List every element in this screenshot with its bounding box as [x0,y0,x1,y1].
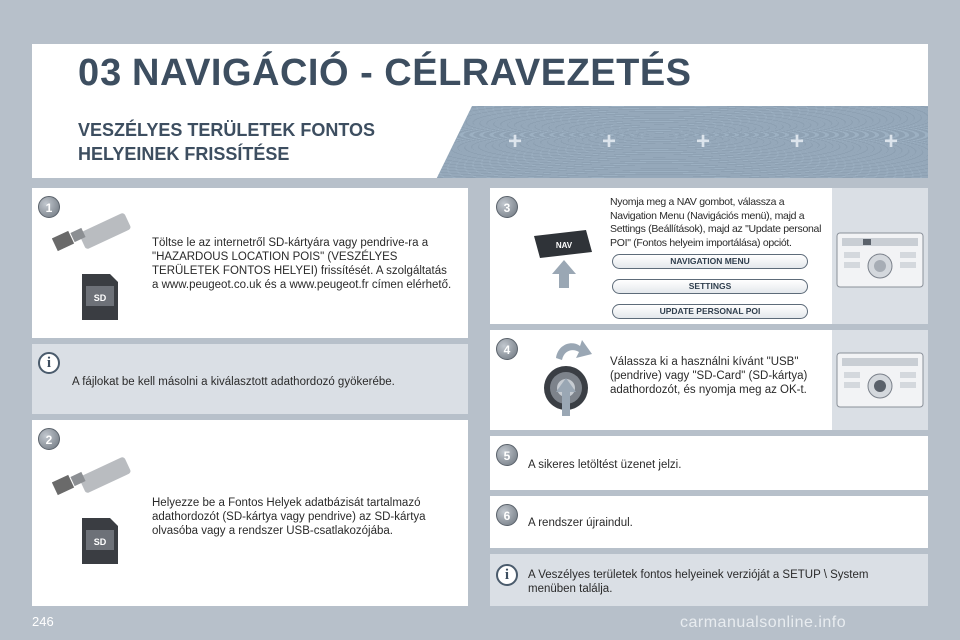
plus-decoration-icon: + [884,128,899,155]
plus-decoration-icon: + [790,128,805,155]
plus-decoration-icon: + [696,128,711,155]
step-3-badge: 3 [496,196,518,218]
plus-decoration-icon: + [602,128,617,155]
svg-text:NAV: NAV [555,241,573,250]
step-6-text: A rendszer újraindul. [528,517,633,529]
chapter-number: 03 [78,52,123,94]
step-1-text: Töltse le az internetről SD-kártyára vagy pendrive-ra a "HAZARDOUS LOCATION POIS" (VESZÉLYES TERÜLETEK FONTOS HELYEI) frissítését. A szolgáltatás a www.peugeot.co.uk és a www.peugeot.fr címen elérhető. [152,237,452,291]
radio-unit-icon [836,232,924,288]
menu-navigation-menu: NAVIGATION MENU [612,254,808,269]
page-number: 246 [32,614,54,629]
step-2-text: Helyezze be a Fontos Helyek adatbázisát tartalmazó adathordozót (SD-kártya vagy pendrive) az SD-kártya olvasóba vagy a rendszer USB-csatlakozójába. [152,497,426,537]
usb-stick-icon [52,212,132,262]
ok-dial-icon [536,336,600,422]
sd-card-icon [80,272,120,322]
step-4-badge: 4 [496,338,518,360]
info-icon: i [496,564,518,586]
svg-text:SD: SD [93,293,107,303]
usb-stick-icon [52,456,132,506]
plus-decoration-icon: + [508,128,523,155]
info-files-text: A fájlokat be kell másolni a kiválasztott adathordozó gyökerébe. [72,376,395,388]
step-4-text: Válassza ki a használni kívánt "USB" (pendrive) vagy "SD-Card" (SD-kártya) adathordozót, és nyomja meg az OK-t. [610,356,808,396]
radio-unit-icon [836,352,924,408]
watermark: carmanualsonline.info [680,614,847,631]
nav-button-icon [528,226,598,290]
step-6-badge: 6 [496,504,518,526]
info-icon: i [38,352,60,374]
section-title: VESZÉLYES TERÜLETEK FONTOS HELYEINEK FRISSÍTÉSE [78,120,376,164]
step-1-badge: 1 [38,196,60,218]
step-5-badge: 5 [496,444,518,466]
chapter-title: NAVIGÁCIÓ - CÉLRAVEZETÉS [132,52,692,94]
sd-card-icon [80,516,120,566]
step-3-text: Nyomja meg a NAV gombot, válassza a Navigation Menu (Navigációs menü), majd a Settings (Beállítások), majd az "Update personal POI" (Fontos helyeim importálása) opciót. [610,196,822,249]
menu-update-personal-poi: UPDATE PERSONAL POI [612,304,808,319]
svg-text:SD: SD [93,537,107,547]
menu-settings: SETTINGS [612,279,808,294]
step-2-badge: 2 [38,428,60,450]
step-5-text: A sikeres letöltést üzenet jelzi. [528,459,682,471]
info-version-text: A Veszélyes területek fontos helyeinek verzióját a SETUP \ System menüben találja. [528,569,869,595]
